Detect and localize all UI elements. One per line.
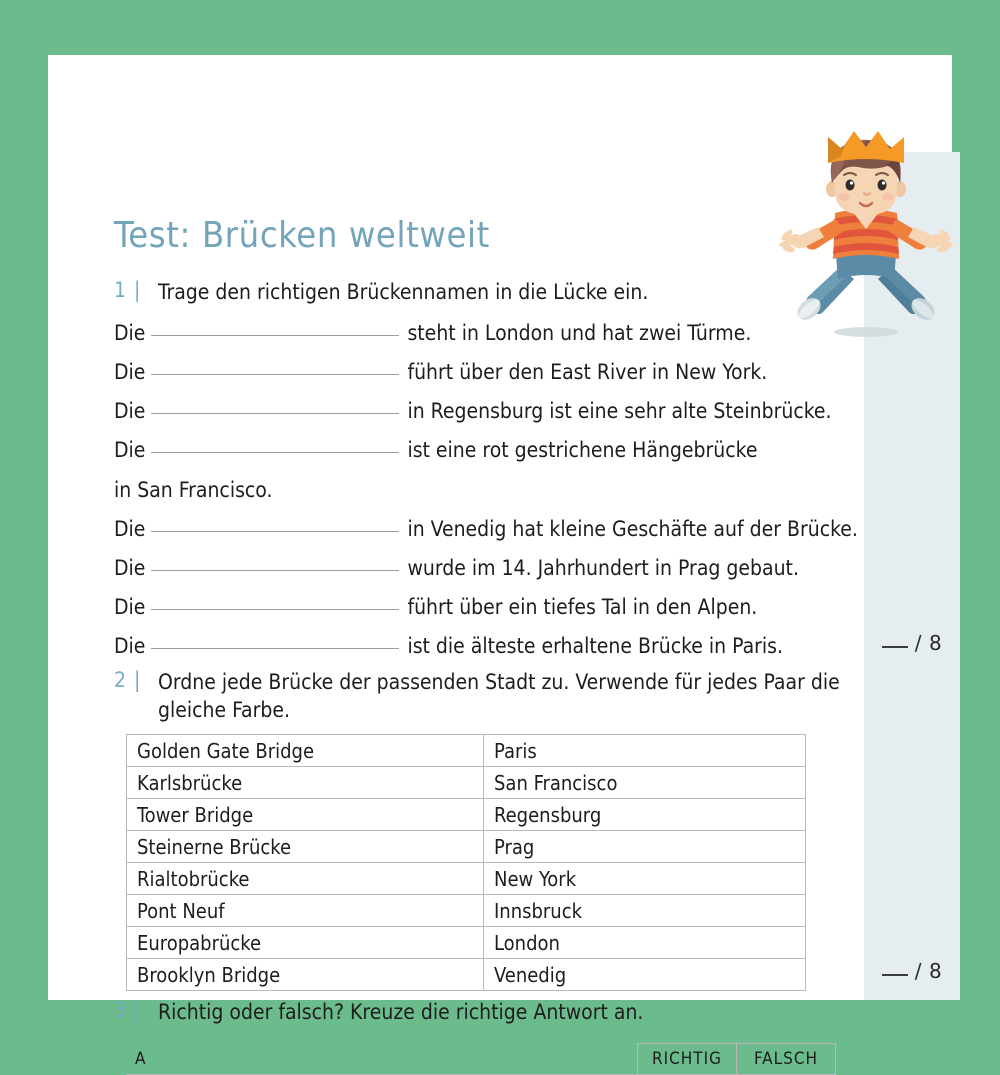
city-cell[interactable]: San Francisco xyxy=(484,767,806,799)
fill-line-8-blank[interactable] xyxy=(151,648,399,649)
fill-line-2-lead: Die xyxy=(114,360,146,384)
city-cell[interactable]: London xyxy=(484,927,806,959)
fill-line-8-lead: Die xyxy=(114,634,146,658)
table-row[interactable] xyxy=(127,767,806,799)
fill-line-6-tail: wurde im 14. Jahrhundert in Prag gebaut. xyxy=(407,556,799,580)
bridge-cell[interactable]: Karlsbrücke xyxy=(127,767,484,799)
city-cell[interactable]: Regensburg xyxy=(484,799,806,831)
falsch-header: FALSCH xyxy=(737,1044,836,1075)
table-header-row xyxy=(127,1044,836,1075)
task-1-header xyxy=(114,278,648,306)
task-2-header xyxy=(114,668,858,724)
fill-line-5-blank[interactable] xyxy=(151,531,399,532)
fill-line-6-lead: Die xyxy=(114,556,146,580)
table-row[interactable] xyxy=(127,863,806,895)
fill-line-4-lead: Die xyxy=(114,438,146,462)
statement-header: A xyxy=(127,1044,638,1075)
task-2-number: 2 | xyxy=(114,668,142,692)
fill-line-2[interactable] xyxy=(114,360,767,384)
table-row[interactable] xyxy=(127,799,806,831)
fill-line-1-blank[interactable] xyxy=(151,335,399,336)
fill-line-7-blank[interactable] xyxy=(151,609,399,610)
city-cell[interactable]: Paris xyxy=(484,735,806,767)
fill-line-4-continuation: in San Francisco. xyxy=(114,478,273,502)
task-1-score-separator: / xyxy=(914,631,922,655)
fill-line-3[interactable] xyxy=(114,399,832,423)
bridge-cell[interactable]: Brooklyn Bridge xyxy=(127,959,484,991)
table-row[interactable] xyxy=(127,895,806,927)
fill-line-4-blank[interactable] xyxy=(151,452,399,453)
fill-line-3-blank[interactable] xyxy=(151,413,399,414)
fill-line-2-blank[interactable] xyxy=(151,374,399,375)
fill-line-3-tail: in Regensburg ist eine sehr alte Steinbrücke. xyxy=(407,399,832,423)
fill-line-8-tail: ist die älteste erhaltene Brücke in Paris. xyxy=(407,634,784,658)
fill-line-1-tail: steht in London und hat zwei Türme. xyxy=(407,321,752,345)
fill-line-8[interactable] xyxy=(114,634,783,658)
city-cell[interactable]: New York xyxy=(484,863,806,895)
true-false-table xyxy=(126,1043,836,1075)
matching-table xyxy=(126,734,806,991)
city-cell[interactable]: Prag xyxy=(484,831,806,863)
task-2-score-blank[interactable] xyxy=(882,974,908,976)
fill-line-3-lead: Die xyxy=(114,399,146,423)
richtig-header: RICHTIG xyxy=(638,1044,737,1075)
task-2-score xyxy=(864,956,960,986)
task-1-number: 1 | xyxy=(114,278,142,302)
bridge-cell[interactable]: Golden Gate Bridge xyxy=(127,735,484,767)
fill-line-5-lead: Die xyxy=(114,517,146,541)
fill-line-7[interactable] xyxy=(114,595,757,619)
task-1-score-max: 8 xyxy=(929,631,943,655)
task-3-instruction: Richtig oder falsch? Kreuze die richtige Antwort an. xyxy=(158,1000,644,1024)
fill-line-1[interactable] xyxy=(114,321,751,345)
fill-line-5-tail: in Venedig hat kleine Geschäfte auf der Brücke. xyxy=(407,517,858,541)
fill-line-4-tail: ist eine rot gestrichene Hängebrücke xyxy=(407,438,758,462)
bridge-cell[interactable]: Steinerne Brücke xyxy=(127,831,484,863)
worksheet-page xyxy=(48,55,952,1069)
bridge-cell[interactable]: Pont Neuf xyxy=(127,895,484,927)
page-title: Test: Brücken weltweit xyxy=(114,215,490,256)
task-3-number: 3 | xyxy=(114,998,142,1022)
city-cell[interactable]: Venedig xyxy=(484,959,806,991)
city-cell[interactable]: Innsbruck xyxy=(484,895,806,927)
task-1-instruction: Trage den richtigen Brückennamen in die Lücke ein. xyxy=(158,280,649,304)
task-1-score xyxy=(864,628,960,658)
table-row[interactable] xyxy=(127,927,806,959)
fill-line-6-blank[interactable] xyxy=(151,570,399,571)
fill-line-6[interactable] xyxy=(114,556,799,580)
fill-line-4[interactable] xyxy=(114,438,758,462)
bridge-cell[interactable]: Europabrücke xyxy=(127,927,484,959)
table-row[interactable] xyxy=(127,831,806,863)
task-2-instruction: Ordne jede Brücke der passenden Stadt zu. Verwende für jedes Paar die gleiche Farbe. xyxy=(158,670,840,722)
jumping-boy-with-crown-illustration xyxy=(778,127,954,347)
fill-line-5[interactable] xyxy=(114,517,858,541)
table-row[interactable] xyxy=(127,959,806,991)
fill-line-7-tail: führt über ein tiefes Tal in den Alpen. xyxy=(407,595,758,619)
fill-line-1-lead: Die xyxy=(114,321,146,345)
fill-line-7-lead: Die xyxy=(114,595,146,619)
task-3-header xyxy=(114,998,643,1026)
task-1-score-blank[interactable] xyxy=(882,646,908,648)
task-2-score-max: 8 xyxy=(929,959,943,983)
fill-line-2-tail: führt über den East River in New York. xyxy=(407,360,768,384)
bridge-cell[interactable]: Tower Bridge xyxy=(127,799,484,831)
bridge-cell[interactable]: Rialtobrücke xyxy=(127,863,484,895)
task-2-score-separator: / xyxy=(914,959,922,983)
table-row[interactable] xyxy=(127,735,806,767)
